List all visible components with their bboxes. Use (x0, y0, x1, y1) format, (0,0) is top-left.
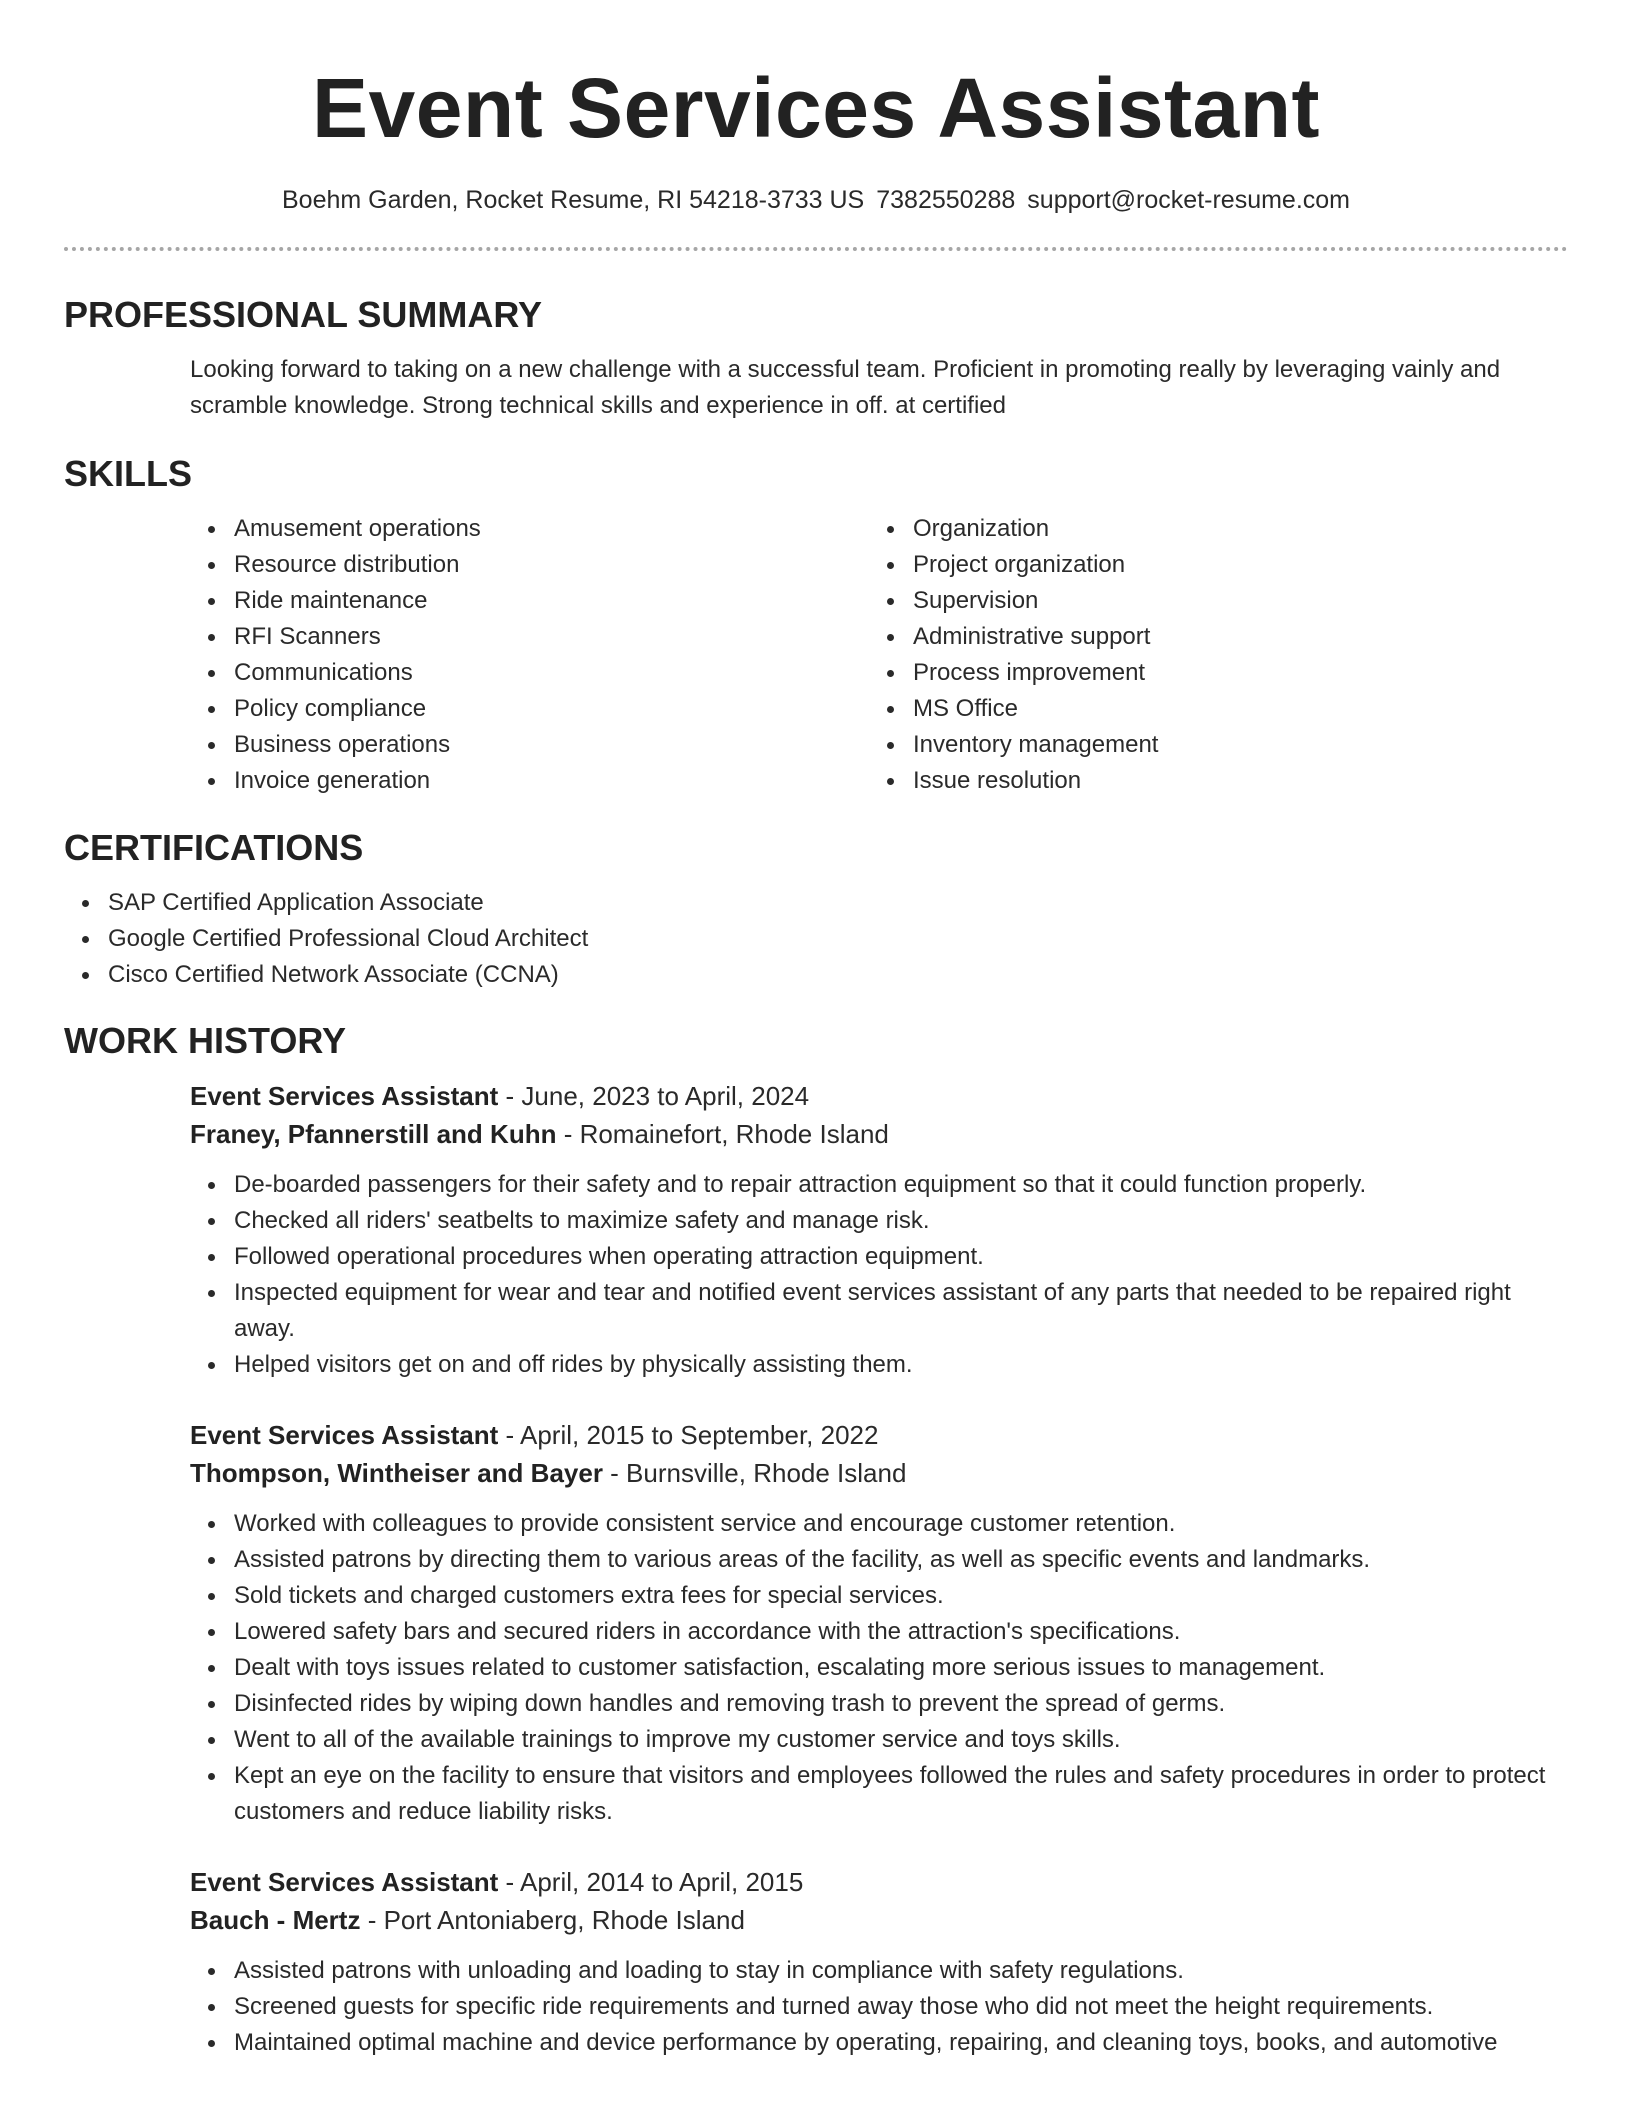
skills-column-right (869, 511, 1548, 799)
summary-heading: PROFESSIONAL SUMMARY (64, 294, 543, 335)
job-company-line (190, 1901, 1568, 1939)
job-title-line (190, 1863, 1568, 1901)
job-title-line (190, 1416, 1568, 1454)
skill-item: Supervision (869, 583, 1548, 619)
job-title: Event Services Assistant (190, 1420, 499, 1450)
skills-column-left (190, 511, 869, 799)
job-company-line (190, 1115, 1568, 1153)
job-duty: Followed operational procedures when operating attraction equipment. (190, 1239, 1568, 1275)
job-dates: - April, 2015 to September, 2022 (498, 1420, 879, 1450)
job-duties (190, 1167, 1568, 1383)
job-dates: - June, 2023 to April, 2024 (498, 1081, 810, 1111)
certification-item: SAP Certified Application Associate (64, 885, 1568, 921)
job-duties (190, 1506, 1568, 1830)
skill-item: Administrative support (869, 619, 1548, 655)
job-company-line (190, 1454, 1568, 1492)
skills-heading: SKILLS (64, 453, 193, 494)
job-duty: Dealt with toys issues related to customer satisfaction, escalating more serious issues to management. (190, 1650, 1568, 1686)
job-title: Event Services Assistant (190, 1867, 499, 1897)
work-history-heading: WORK HISTORY (64, 1020, 347, 1061)
job-company: Thompson, Wintheiser and Bayer (190, 1458, 603, 1488)
skill-item: Amusement operations (190, 511, 869, 547)
certification-item: Google Certified Professional Cloud Architect (64, 921, 1568, 957)
job-duty: Maintained optimal machine and device performance by operating, repairing, and cleaning toys, books, and automotive (190, 2025, 1568, 2061)
job-entry (190, 1077, 1568, 1383)
job-duty: Inspected equipment for wear and tear and notified event services assistant of any parts that needed to be repaired right away. (190, 1275, 1568, 1347)
contact-phone: 7382550288 (876, 186, 1016, 214)
job-duty: Kept an eye on the facility to ensure that visitors and employees followed the rules and safety procedures in order to protect customers and reduce liability risks. (190, 1758, 1568, 1830)
summary-text: Looking forward to taking on a new challenge with a successful team. Proficient in promoting really by leveraging vainly and scramble knowledge. Strong technical skills and experience in off. at certified (190, 356, 1501, 419)
skill-item: Project organization (869, 547, 1548, 583)
job-entry (190, 1416, 1568, 1830)
skill-item: Inventory management (869, 727, 1548, 763)
contact-line (64, 184, 1568, 216)
skill-item: MS Office (869, 691, 1548, 727)
job-duty: Worked with colleagues to provide consistent service and encourage customer retention. (190, 1506, 1568, 1542)
resume-page (64, 0, 1568, 2061)
candidate-name: Event Services Assistant (311, 61, 1321, 155)
job-location: - Port Antoniaberg, Rhode Island (360, 1905, 745, 1935)
skill-item: Communications (190, 655, 869, 691)
skill-item: Resource distribution (190, 547, 869, 583)
job-duty: Went to all of the available trainings to improve my customer service and toys skills. (190, 1722, 1568, 1758)
skill-item: Issue resolution (869, 763, 1548, 799)
header-divider (64, 247, 1568, 251)
certification-item: Cisco Certified Network Associate (CCNA) (64, 957, 1568, 993)
job-company: Bauch - Mertz (190, 1905, 361, 1935)
certifications-list (64, 885, 1568, 993)
job-duty: Disinfected rides by wiping down handles and removing trash to prevent the spread of germs. (190, 1686, 1568, 1722)
job-duty: Assisted patrons with unloading and loading to stay in compliance with safety regulations. (190, 1953, 1568, 1989)
job-company: Franey, Pfannerstill and Kuhn (190, 1119, 557, 1149)
certifications-heading: CERTIFICATIONS (64, 827, 364, 868)
skills-list (190, 511, 1568, 799)
job-duty: Sold tickets and charged customers extra fees for special services. (190, 1578, 1568, 1614)
job-duty: Helped visitors get on and off rides by physically assisting them. (190, 1347, 1568, 1383)
job-duty: Assisted patrons by directing them to various areas of the facility, as well as specific events and landmarks. (190, 1542, 1568, 1578)
skill-item: Business operations (190, 727, 869, 763)
job-duty: Lowered safety bars and secured riders in accordance with the attraction's specifications. (190, 1614, 1568, 1650)
contact-address: Boehm Garden, Rocket Resume, RI 54218-3733 US (281, 186, 865, 214)
job-entry (190, 1863, 1568, 2061)
job-duties (190, 1953, 1568, 2061)
job-duty: Screened guests for specific ride requirements and turned away those who did not meet the height requirements. (190, 1989, 1568, 2025)
contact-email: support@rocket-resume.com (1027, 186, 1351, 214)
job-title-line (190, 1077, 1568, 1115)
job-title: Event Services Assistant (190, 1081, 499, 1111)
skill-item: Organization (869, 511, 1548, 547)
job-location: - Burnsville, Rhode Island (602, 1458, 907, 1488)
skill-item: Ride maintenance (190, 583, 869, 619)
job-dates: - April, 2014 to April, 2015 (498, 1867, 804, 1897)
job-duty: De-boarded passengers for their safety and to repair attraction equipment so that it could function properly. (190, 1167, 1568, 1203)
skill-item: Invoice generation (190, 763, 869, 799)
skill-item: RFI Scanners (190, 619, 869, 655)
job-location: - Romainefort, Rhode Island (556, 1119, 889, 1149)
skill-item: Policy compliance (190, 691, 869, 727)
job-duty: Checked all riders' seatbelts to maximize safety and manage risk. (190, 1203, 1568, 1239)
skill-item: Process improvement (869, 655, 1548, 691)
